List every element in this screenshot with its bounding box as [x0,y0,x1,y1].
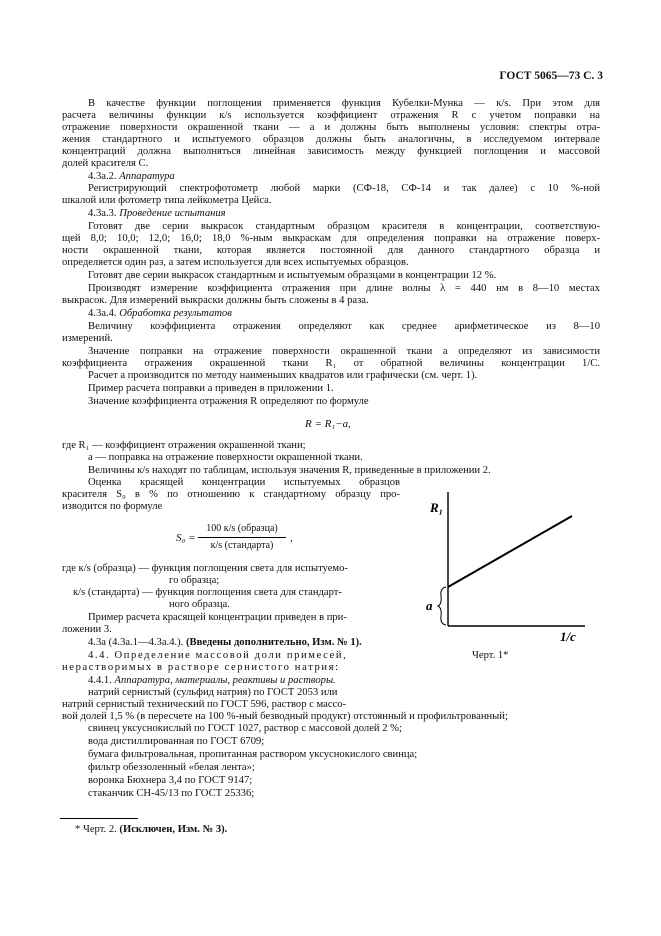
section-heading-results: 4.3а.4. Обработка результатов [88,308,232,319]
text-line: выкрасок. Для измерений выкраски должны быть сложены в 4 раза. [62,295,369,306]
text-line: шкалой или фотометр типа лейкометра Цейса. [62,195,272,206]
text-line: коэффициента отражения окрашенной ткани R₁ от обратной величины концентрации 1/С. [62,358,600,369]
text-line: воронка Бюхнера 3,4 по ГОСТ 9147; [88,775,253,786]
text-line: изводится по формуле [62,501,163,512]
text-line: отражение поверхности окрашенной ткани — a и должны быть выполнены условия: спектры отра- [62,122,600,133]
text-line: Пример расчета поправки a приведен в приложении 1. [88,383,334,394]
text-line: к/s (стандарта) — функция поглощения света для стандарт- [73,587,342,598]
text-line: a — поправка на отражение поверхности окрашенной ткани. [88,452,363,463]
text-line: ного образца. [169,599,230,610]
formula-lhs: S₀ = [176,532,196,544]
text-line: концентраций должна выполняться линейная зависимость между функцией поглощения и массовой [62,146,600,157]
text-line: Пример расчета красящей концентрации приведен в при- [88,612,347,623]
text-line: натрий сернистый технический по ГОСТ 596, раствор с массо- [62,699,347,710]
text-line: стаканчик СН-45/13 по ГОСТ 25336; [88,788,255,799]
text-line: В качестве функции поглощения применяется функция Кубелки-Мунка — к/s. При этом для [88,98,600,109]
text-line: Готовят две серии выкрасок стандартным и испытуемым образцами в концентрации 12 %. [88,270,497,281]
text-line: Расчет a производится по методу наименьших квадратов или графически (см. черт. 1). [88,370,478,381]
text-line: свинец уксуснокислый по ГОСТ 1027, раствор с массовой долей 2 %; [88,723,402,734]
text-line: Значение коэффициента отражения R определяют по формуле [88,396,369,407]
text-line: Готовят две серии выкрасок стандартным образцом красителя в концентрации, соответствую- [88,221,600,232]
figure-caption: Черт. 1* [472,650,509,661]
text-line: ложении 3. [62,624,112,635]
formula-reflectance: R = R₁−a, [305,418,351,430]
y-axis-label: R₁ [430,500,444,515]
text-line: го образца; [169,575,220,586]
section-heading-test: 4.3а.3. Проведение испытания [88,208,226,219]
text-line: жения стандартного и испытуемого образцов должны быть аналогичны, в исследуемом интервале [62,134,600,145]
formula-tail: , [290,532,293,544]
intercept-brace [438,587,446,625]
amendment-note: 4.3а (4.3а.1—4.3а.4.). (Введены дополнительно, Изм. № 1). [88,637,362,648]
text-line: Значение поправки на отражение поверхности окрашенной ткани a определяют из зависимости [88,346,600,357]
text-line: определяется один раз, а затем используется для всех испытуемых образцов. [62,257,409,268]
figure-1-diagram [410,478,610,658]
intercept-label: a [426,598,433,613]
section-heading-apparatus: 4.3а.2. Аппаратура [88,171,175,182]
text-line: где к/s (образца) — функция поглощения света для испытуемо- [62,563,348,574]
section-heading-4-4-1: 4.4.1. Аппаратура, материалы, реактивы и растворы. [88,675,336,686]
x-axis-label: 1/c [560,629,576,644]
regression-line [448,516,572,587]
fraction-bar [198,537,286,538]
formula-denominator: к/s (стандарта) [210,540,274,551]
text-line: красителя S₀ в % по отношению к стандартному образцу про- [62,489,400,500]
text-line: Оценка красящей концентрации испытуемых образцов [88,477,400,488]
text-line: фильтр обеззоленный «белая лента»; [88,762,255,773]
text-line: где R₁ — коэффициент отражения окрашенной ткани; [62,440,306,451]
page-header: ГОСТ 5065—73 С. 3 [499,70,603,82]
section-heading-4-4: 4.4. Определение массовой доли примесей, [88,650,348,661]
text-line: долей красителя С. [62,158,149,169]
text-line: Производят измерение коэффициента отражения при длине волны λ = 440 нм в 8—10 местах [88,283,600,294]
text-line: щей 8,0; 10,0; 12,0; 16,0; 18,0 %-ным выкраскам для определения поправки на отражение поверх- [62,233,600,244]
text-line: ности окрашенной ткани, которая является постоянной для данного стандартного образца и [62,245,600,256]
footnote-divider [60,818,138,819]
formula-numerator: 100 к/s (образца) [206,523,278,534]
text-line: вой долей 1,5 % (в пересчете на 100 %-ный безводный продукт) отстоянный и профильтрованный; [62,711,508,722]
text-line: Величины к/s находят по таблицам, используя значения R, приведенные в приложении 2. [88,465,491,476]
text-line: натрий сернистый (сульфид натрия) по ГОСТ 2053 или [88,687,338,698]
text-line: измерений. [62,333,113,344]
section-heading-4-4-cont: нерастворимых в растворе сернистого натрия: [62,662,340,673]
footnote: * Черт. 2. (Исключен, Изм. № 3). [75,824,228,835]
text-line: Величину коэффициента отражения определяют как среднее арифметическое из 8—10 [88,321,600,332]
text-line: вода дистиллированная по ГОСТ 6709; [88,736,265,747]
text-line: бумага фильтровальная, пропитанная раствором уксуснокислого свинца; [88,749,418,760]
text-line: Регистрирующий спектрофотометр любой марки (СФ-18, СФ-14 и так далее) с 10 %-ной [88,183,600,194]
text-line: расчета величины функции к/s используется коэффициент отражения R с учетом поправки на [62,110,600,121]
